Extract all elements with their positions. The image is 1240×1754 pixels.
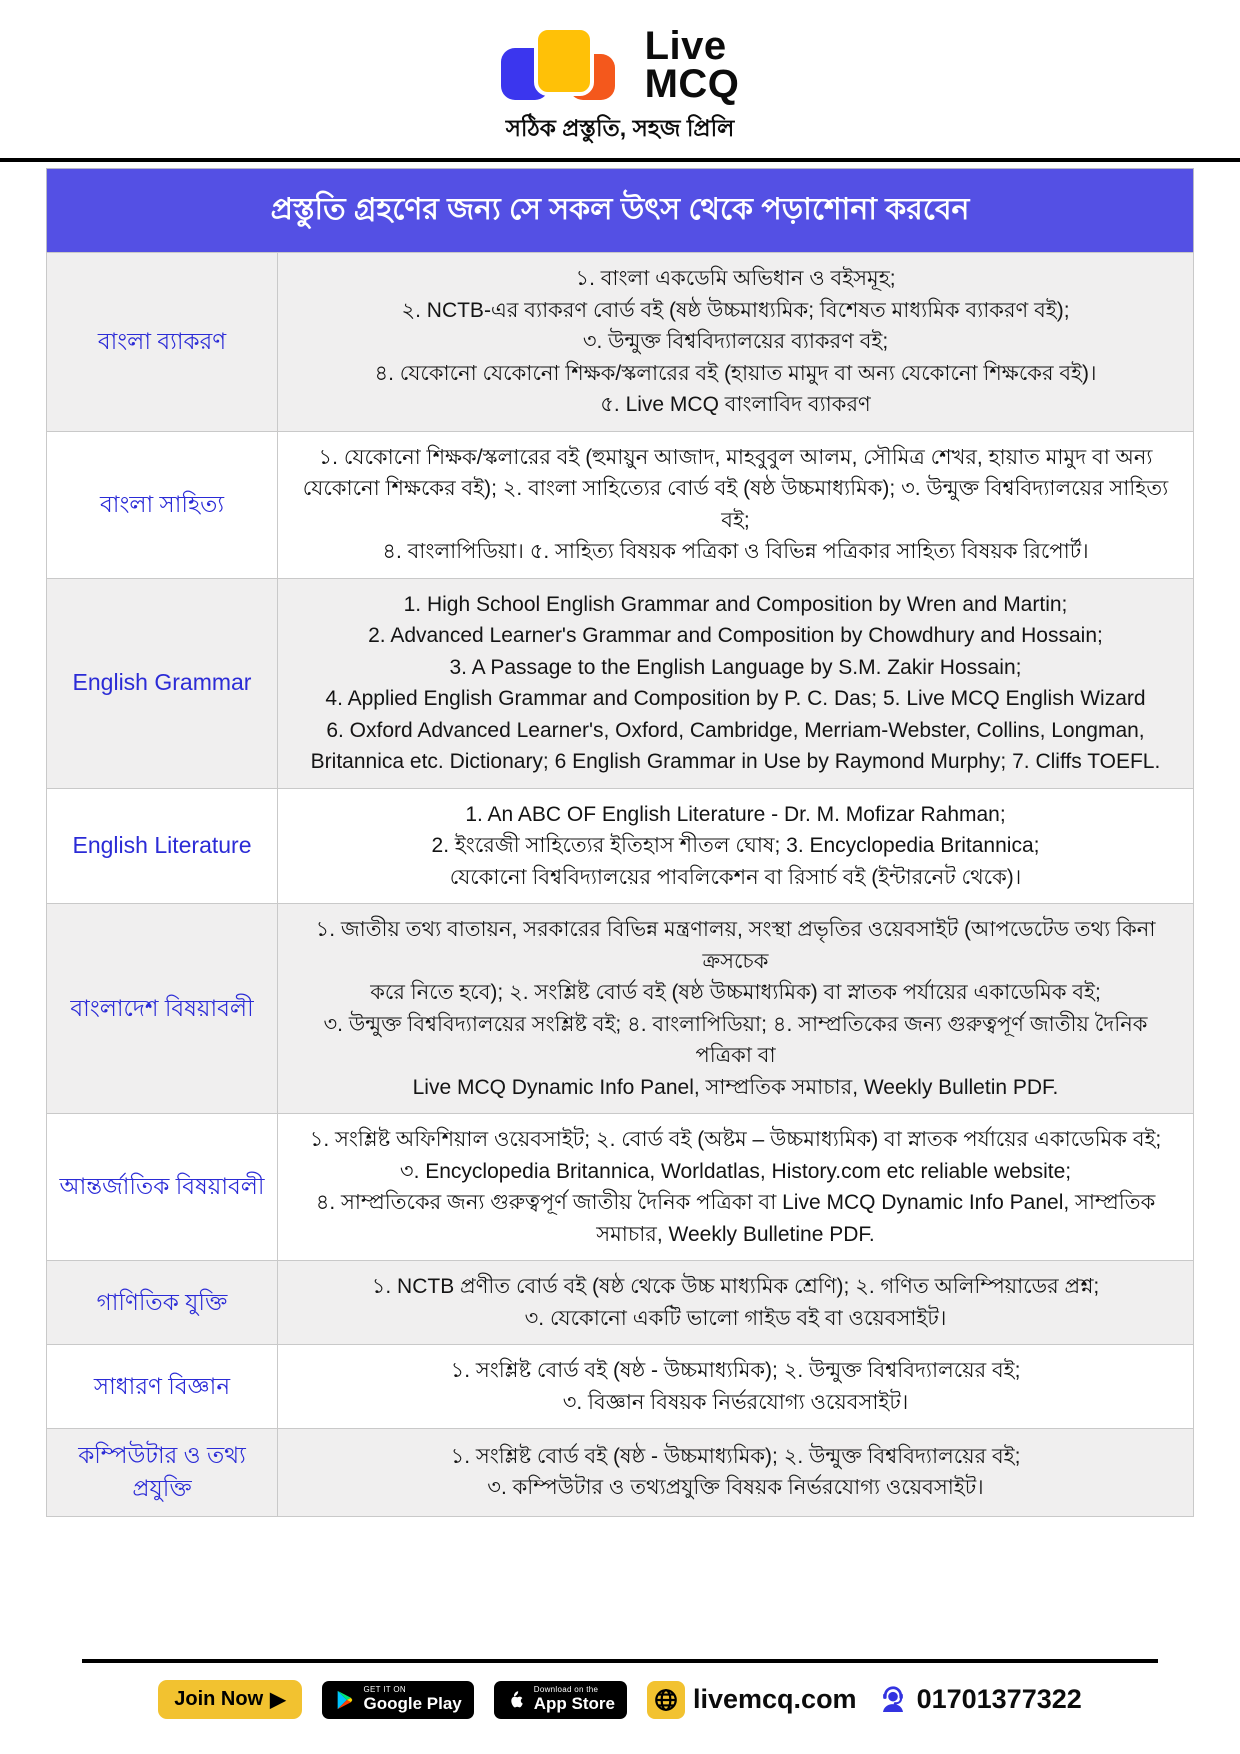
resource-line: যেকোনো শিক্ষকের বই); ২. বাংলা সাহিত্যের বোর্ড বই (ষষ্ঠ উচ্চমাধ্যমিক); ৩. উন্মুক্ত বিশ্ববিদ্যালয়ের সাহিত্য বই; [302, 477, 1169, 532]
resource-line: ১. NCTB প্রণীত বোর্ড বই (ষষ্ঠ থেকে উচ্চ মাধ্যমিক শ্রেণি); ২. গণিত অলিম্পিয়াডের প্রশ্ন; [371, 1275, 1100, 1298]
resource-line: 2. Advanced Learner's Grammar and Composition by Chowdhury and Hossain; [368, 624, 1103, 647]
join-now-button[interactable] [158, 1680, 301, 1719]
table-row [47, 1345, 1193, 1429]
resource-line: ২. NCTB-এর ব্যাকরণ বোর্ড বই (ষষ্ঠ উচ্চমাধ্যমিক; বিশেষত মাধ্যমিক ব্যাকরণ বই); [401, 298, 1070, 322]
resources-cell [278, 1261, 1193, 1344]
resource-line: ৩. বিজ্ঞান বিষয়ক নির্ভরযোগ্য ওয়েবসাইট। [562, 1390, 909, 1414]
resource-line: যেকোনো বিশ্ববিদ্যালয়ের পাবলিকেশন বা রিসার্চ বই (ইন্টারনেট থেকে)। [449, 865, 1022, 889]
table-row [47, 1261, 1193, 1345]
logo-wordmark [644, 24, 740, 106]
subject-cell: বাংলা ব্যাকরণ [47, 253, 278, 431]
google-play-tagline: GET IT ON [363, 1685, 406, 1695]
phone-number: 01701377322 [916, 1684, 1082, 1714]
resources-table [46, 252, 1194, 1517]
subject-cell: আন্তর্জাতিক বিষয়াবলী [47, 1114, 278, 1260]
main-content [46, 168, 1194, 1517]
resource-line: 2. ইংরেজী সাহিত্যের ইতিহাস শীতল ঘোষ; 3. Encyclopedia Britannica; [431, 834, 1040, 857]
resources-cell [278, 904, 1193, 1113]
resource-line: ১. সংশ্লিষ্ট বোর্ড বই (ষষ্ঠ - উচ্চমাধ্যমিক); ২. উন্মুক্ত বিশ্ববিদ্যালয়ের বই; [450, 1359, 1021, 1382]
table-row [47, 1114, 1193, 1261]
table-row [47, 904, 1193, 1114]
resources-cell [278, 1429, 1193, 1516]
play-triangle-icon: ▶ [270, 1689, 286, 1711]
resource-line: ১. সংশ্লিষ্ট অফিশিয়াল ওয়েবসাইট; ২. বোর্ড বই (অষ্টম – উচ্চমাধ্যমিক) বা স্নাতক পর্যায়ের একাডেমিক বই; [309, 1128, 1162, 1151]
resource-line: 6. Oxford Advanced Learner's, Oxford, Cambridge, Merriam-Webster, Collins, Longman, Britannica etc. Dictionary; 6 English Grammar in Use by Raymond Murphy; 7. Cliffs TOEFL. [310, 718, 1161, 773]
subject-cell: English Grammar [47, 579, 278, 788]
globe-icon [653, 1687, 679, 1713]
apple-icon [506, 1688, 526, 1712]
resource-line: করে নিতে হবে); ২. সংশ্লিষ্ট বোর্ড বই (ষষ্ঠ উচ্চমাধ্যমিক) বা স্নাতক পর্যায়ের একাডেমিক বই; [370, 981, 1101, 1004]
subject-cell: English Literature [47, 789, 278, 904]
resource-line: 4. Applied English Grammar and Composition by P. C. Das; 5. Live MCQ English Wizard [325, 687, 1146, 710]
resource-line: ৪. সাম্প্রতিকের জন্য গুরুত্বপূর্ণ জাতীয় দৈনিক পত্রিকা বা Live MCQ Dynamic Info Panel, সাম্প্রতিক [315, 1191, 1156, 1214]
resource-line: ১. যেকোনো শিক্ষক/স্কলারের বই (হুমায়ুন আজাদ, মাহবুবুল আলম, সৌমিত্র শেখর, হায়াত মামুদ বা অন্য [318, 445, 1153, 469]
resource-line: ৩. যেকোনো একটি ভালো গাইড বই বা ওয়েবসাইট। [524, 1306, 947, 1330]
logo-word-live: Live [644, 24, 727, 68]
footer-divider [82, 1659, 1158, 1663]
resources-cell [278, 789, 1193, 904]
resource-line: ১. বাংলা একডেমি অভিধান ও বইসমূহ; [575, 267, 896, 290]
resources-cell [278, 1345, 1193, 1428]
table-row [47, 1429, 1193, 1516]
app-store-tagline: Download on the [533, 1685, 599, 1695]
resource-line: ৩. উন্মুক্ত বিশ্ববিদ্যালয়ের ব্যাকরণ বই; [582, 330, 889, 353]
table-row [47, 432, 1193, 579]
resource-line: ৪. যেকোনো যেকোনো শিক্ষক/স্কলারের বই (হায়াত মামুদ বা অন্য যেকোনো শিক্ষকের বই)। [374, 361, 1097, 385]
page-footer [0, 1659, 1240, 1719]
resources-cell [278, 253, 1193, 431]
app-store-badge[interactable] [494, 1681, 627, 1719]
table-row [47, 253, 1193, 432]
subject-cell: সাধারণ বিজ্ঞান [47, 1345, 278, 1428]
join-now-label: Join Now [174, 1688, 264, 1710]
resource-line: ৩. Encyclopedia Britannica, Worldatlas, History.com etc reliable website; [399, 1159, 1072, 1183]
website-link[interactable] [647, 1681, 857, 1719]
subject-cell: বাংলাদেশ বিষয়াবলী [47, 904, 278, 1113]
resource-line: ৪. বাংলাপিডিয়া। ৫. সাহিত্য বিষয়ক পত্রিকা ও বিভিন্ন পত্রিকার সাহিত্য বিষয়ক রিপোর্ট। [382, 540, 1089, 563]
top-divider [0, 158, 1240, 162]
table-row [47, 789, 1193, 905]
banner-title: প্রস্তুতি গ্রহণের জন্য সে সকল উৎস থেকে পড়াশোনা করবেন [46, 168, 1194, 252]
resource-line: ৫. Live MCQ বাংলাবিদ ব্যাকরণ [600, 393, 871, 416]
resource-line: ৩. কম্পিউটার ও তথ্যপ্রযুক্তি বিষয়ক নির্ভরযোগ্য ওয়েবসাইট। [487, 1476, 984, 1500]
subject-cell: গাণিতিক যুক্তি [47, 1261, 278, 1344]
table-row [47, 579, 1193, 789]
resource-line: 1. High School English Grammar and Composition by Wren and Martin; [403, 592, 1068, 616]
resources-cell [278, 1114, 1193, 1260]
resource-line: ১. সংশ্লিষ্ট বোর্ড বই (ষষ্ঠ - উচ্চমাধ্যমিক); ২. উন্মুক্ত বিশ্ববিদ্যালয়ের বই; [450, 1444, 1021, 1468]
logo-tagline: সঠিক প্রস্তুতি, সহজ প্রিলি [505, 115, 735, 141]
logo-word-mcq: MCQ [644, 62, 740, 106]
subject-cell: কম্পিউটার ও তথ্য প্রযুক্তি [47, 1429, 278, 1516]
google-play-badge[interactable] [322, 1681, 474, 1719]
app-store-label: App Store [533, 1693, 615, 1713]
resources-cell [278, 579, 1193, 788]
globe-badge [647, 1681, 685, 1719]
google-play-icon [334, 1688, 356, 1712]
resource-line: Live MCQ Dynamic Info Panel, সাম্প্রতিক সমাচার, Weekly Bulletin PDF. [412, 1075, 1059, 1099]
headset-support-icon [877, 1684, 909, 1716]
resource-line: ১. জাতীয় তথ্য বাতায়ন, সরকারের বিভিন্ন মন্ত্রণালয়, সংস্থা প্রভৃতির ওয়েবসাইট (আপডেটেড তথ্য কিনা ক্রসচেক [315, 918, 1156, 973]
resource-line: ৩. উন্মুক্ত বিশ্ববিদ্যালয়ের সংশ্লিষ্ট বই; ৪. বাংলাপিডিয়া; ৪. সাম্প্রতিকের জন্য গুরুত্বপূর্ণ জাতীয় দৈনিক পত্রিকা বা [323, 1012, 1148, 1067]
livemcq-logo-icon [501, 26, 629, 104]
subject-cell: বাংলা সাহিত্য [47, 432, 278, 578]
resource-line: সমাচার, Weekly Bulletine PDF. [596, 1222, 875, 1246]
resource-line: 3. A Passage to the English Language by S.M. Zakir Hossain; [449, 655, 1022, 679]
page-header [0, 0, 1240, 149]
google-play-label: Google Play [363, 1693, 462, 1713]
resource-line: 1. An ABC OF English Literature - Dr. M. Mofizar Rahman; [465, 802, 1006, 826]
logo-square-yellow-icon [534, 26, 594, 96]
resources-cell [278, 432, 1193, 578]
website-url: livemcq.com [693, 1684, 857, 1714]
phone-contact[interactable] [877, 1684, 1082, 1716]
